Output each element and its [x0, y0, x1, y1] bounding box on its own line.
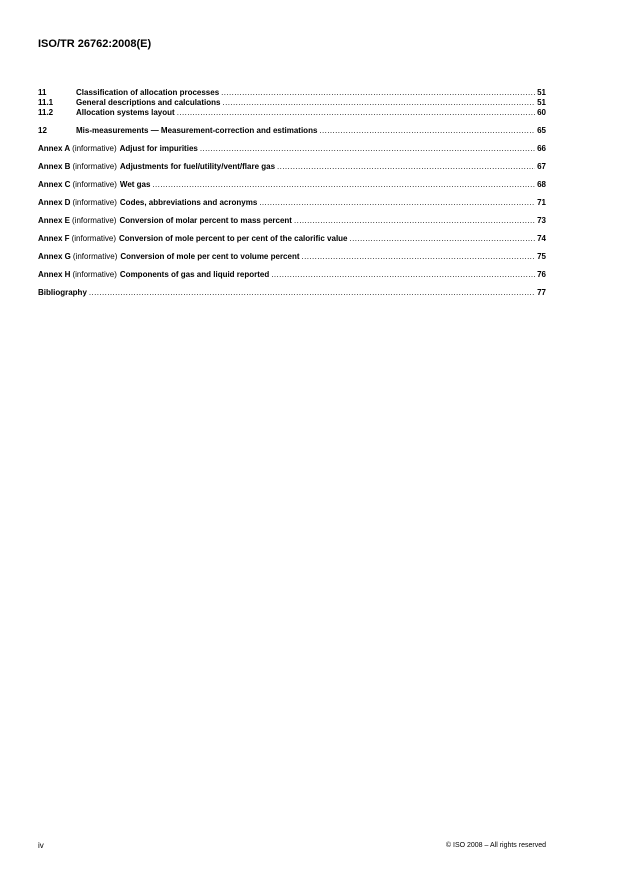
page-number: iv — [38, 841, 44, 850]
copyright-notice: © ISO 2008 – All rights reserved — [445, 842, 546, 849]
dot-leader — [200, 144, 535, 154]
toc-bibliography-title: Bibliography — [38, 288, 87, 297]
toc-entry-annex-c[interactable] — [38, 180, 546, 190]
toc-annex-kind: (informative) — [72, 216, 117, 225]
dot-leader — [223, 98, 536, 108]
toc-annex-title: Conversion of molar percent to mass percent — [119, 216, 292, 225]
table-of-contents — [38, 88, 546, 298]
toc-page-number: 65 — [537, 126, 546, 135]
dot-leader — [259, 198, 535, 208]
toc-entry-section-11-1[interactable] — [38, 98, 546, 108]
toc-entry-annex-a[interactable] — [38, 144, 546, 154]
toc-annex-label: Annex B — [38, 162, 71, 171]
toc-page-number: 60 — [537, 108, 546, 117]
toc-page-number: 66 — [537, 144, 546, 153]
dot-leader — [294, 216, 535, 226]
toc-annex-kind: (informative) — [72, 162, 117, 171]
toc-entry-annex-d[interactable] — [38, 198, 546, 208]
toc-annex-label: Annex A — [38, 144, 71, 153]
toc-section-title: Mis-measurements — Measurement-correction and estimations — [76, 126, 318, 135]
toc-annex-label: Annex C — [38, 180, 71, 189]
dot-leader — [302, 252, 536, 262]
toc-annex-title: Wet gas — [119, 180, 151, 189]
dot-leader — [152, 180, 535, 190]
toc-section-number: 11.1 — [38, 98, 54, 107]
toc-section-number: 11 — [38, 88, 47, 97]
dot-leader — [319, 126, 535, 136]
toc-entry-section-11[interactable] — [38, 88, 546, 98]
toc-page-number: 74 — [537, 234, 546, 243]
toc-annex-title: Conversion of mole per cent to volume percent — [120, 252, 300, 261]
toc-entry-annex-b[interactable] — [38, 162, 546, 172]
toc-annex-kind: (informative) — [72, 144, 117, 153]
toc-page-number: 67 — [537, 162, 546, 171]
document-id-header: ISO/TR 26762:2008(E) — [38, 38, 152, 50]
toc-annex-title: Adjust for impurities — [119, 144, 198, 153]
toc-annex-kind: (informative) — [72, 180, 117, 189]
toc-annex-label: Annex D — [38, 198, 71, 207]
toc-annex-kind: (informative) — [72, 270, 117, 279]
toc-entry-annex-e[interactable] — [38, 216, 546, 226]
dot-leader — [277, 162, 535, 172]
toc-annex-label: Annex G — [38, 252, 71, 261]
toc-annex-label: Annex H — [38, 270, 71, 279]
toc-entry-section-11-2[interactable] — [38, 108, 546, 118]
toc-entry-section-12[interactable] — [38, 126, 546, 136]
toc-section-number: 11.2 — [38, 108, 54, 117]
dot-leader — [89, 288, 535, 298]
toc-page-number: 75 — [537, 252, 546, 261]
toc-annex-label: Annex F — [38, 234, 70, 243]
toc-annex-title: Codes, abbreviations and acronyms — [119, 198, 258, 207]
toc-annex-label: Annex E — [38, 216, 71, 225]
toc-annex-kind: (informative) — [71, 234, 117, 243]
toc-section-title: Allocation systems layout — [76, 108, 175, 117]
toc-annex-title: Adjustments for fuel/utility/vent/flare gas — [119, 162, 276, 171]
toc-entry-annex-g[interactable] — [38, 252, 546, 262]
toc-annex-title: Components of gas and liquid reported — [119, 270, 270, 279]
toc-page-number: 77 — [537, 288, 546, 297]
toc-annex-kind: (informative) — [72, 252, 118, 261]
toc-page-number: 76 — [537, 270, 546, 279]
toc-section-title: Classification of allocation processes — [76, 88, 220, 97]
toc-page-number: 73 — [537, 216, 546, 225]
toc-section-title: General descriptions and calculations — [76, 98, 221, 107]
dot-leader — [177, 108, 535, 118]
toc-section-number: 12 — [38, 126, 47, 135]
toc-page-number: 71 — [537, 198, 546, 207]
dot-leader — [271, 270, 535, 280]
toc-entry-annex-h[interactable] — [38, 270, 546, 280]
toc-entry-bibliography[interactable] — [38, 288, 546, 298]
toc-page-number: 68 — [537, 180, 546, 189]
toc-annex-title: Conversion of mole percent to per cent of the calorific value — [119, 234, 348, 243]
toc-page-number: 51 — [537, 88, 546, 97]
dot-leader — [350, 234, 536, 244]
dot-leader — [221, 88, 535, 98]
toc-entry-annex-f[interactable] — [38, 234, 546, 244]
toc-page-number: 51 — [537, 98, 546, 107]
toc-annex-kind: (informative) — [72, 198, 117, 207]
